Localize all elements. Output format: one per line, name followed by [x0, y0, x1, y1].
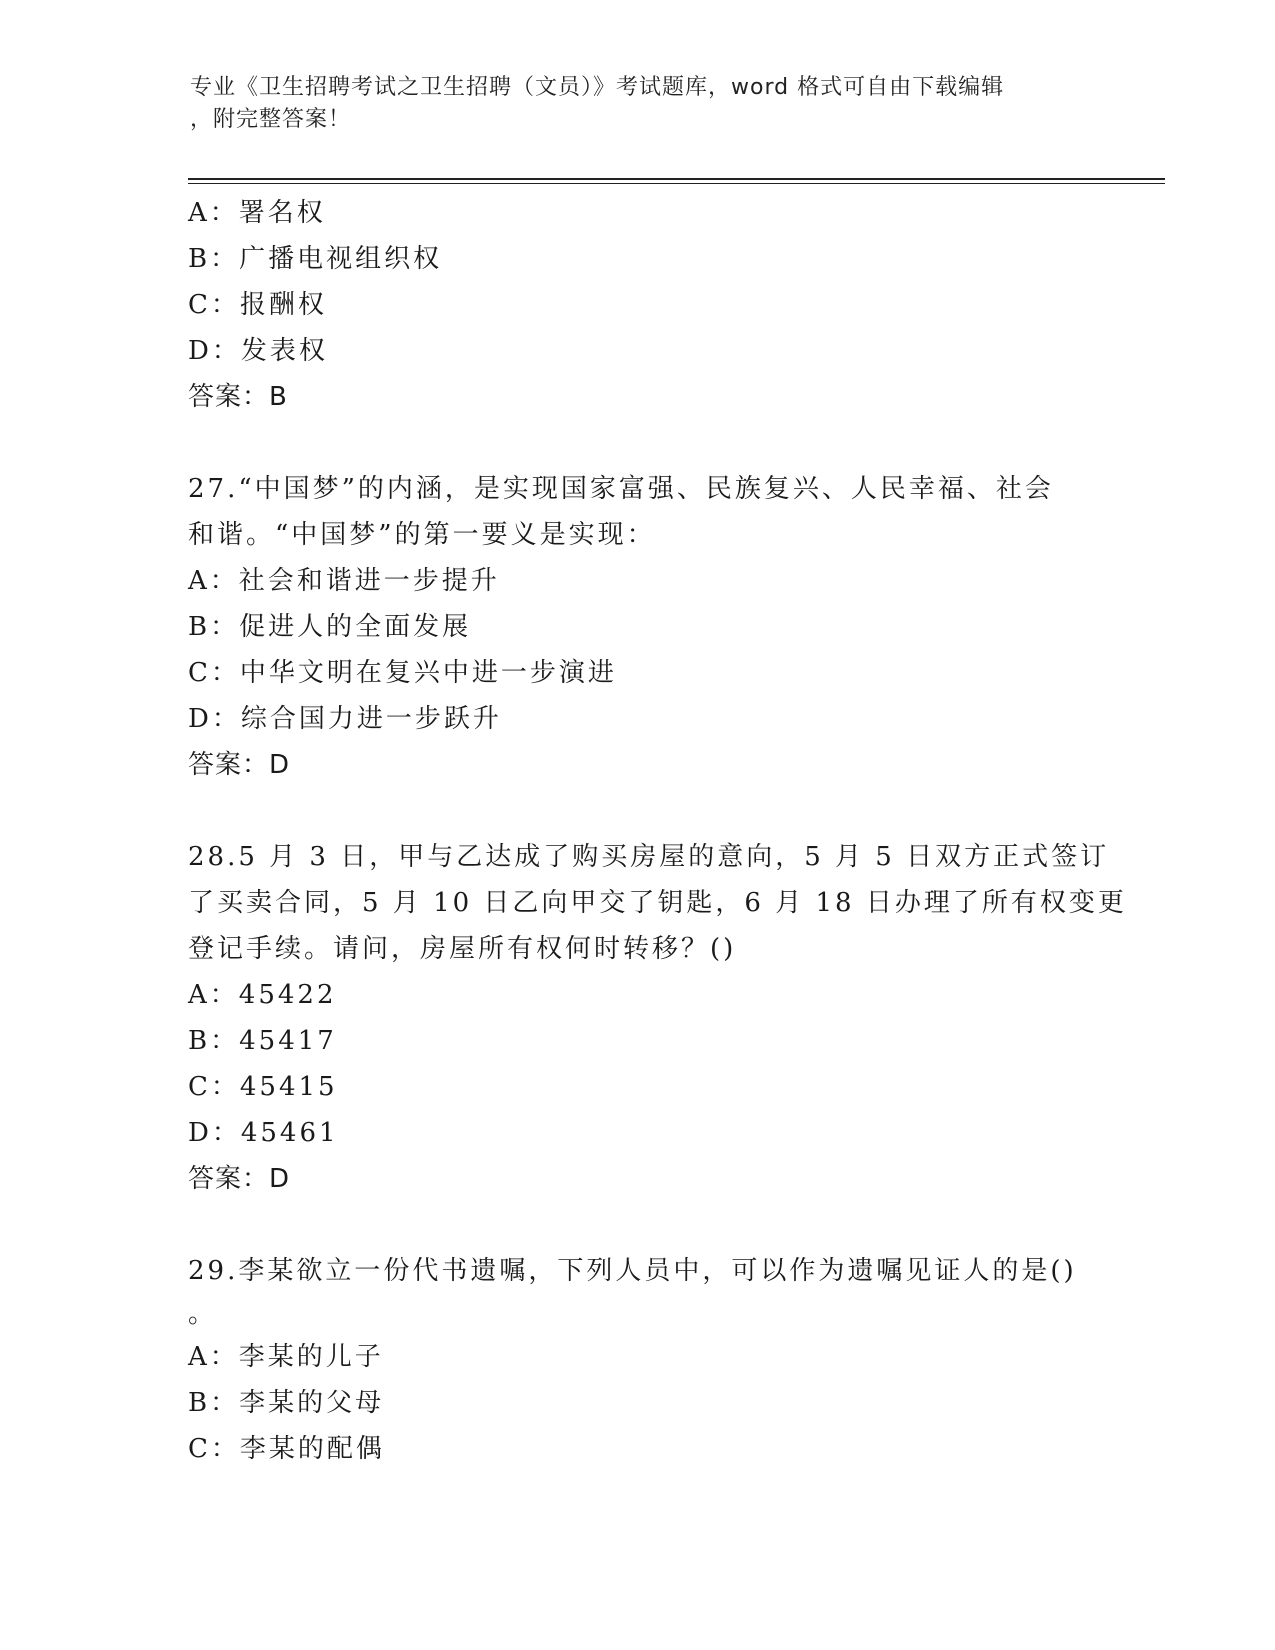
option-b: B：45417 [188, 1026, 337, 1056]
header-line-2: ，附完整答案！ [190, 107, 352, 132]
option-c: C：报酬权 [188, 290, 327, 320]
option-a: A：社会和谐进一步提升 [188, 566, 500, 596]
header-rule-thin [188, 183, 1165, 184]
option-a: A：李某的儿子 [188, 1342, 384, 1372]
question-text-line: 27.“中国梦”的内涵，是实现国家富强、民族复兴、人民幸福、社会 [188, 474, 1054, 504]
option-c: C：45415 [188, 1072, 338, 1102]
option-b: B：促进人的全面发展 [188, 612, 472, 642]
answer-line: 答案：D [188, 1164, 291, 1194]
option-b: B：广播电视组织权 [188, 244, 443, 274]
answer-line: 答案：D [188, 750, 291, 780]
question-text-line: 登记手续。请问，房屋所有权何时转移？() [188, 934, 737, 964]
option-d: D：综合国力进一步跃升 [188, 704, 502, 734]
header-rule-thick [188, 178, 1165, 180]
option-a: A：45422 [188, 980, 337, 1010]
option-c: C：李某的配偶 [188, 1434, 385, 1464]
question-text-line: 29.李某欲立一份代书遗嘱，下列人员中，可以作为遗嘱见证人的是() [188, 1256, 1077, 1286]
question-text-line: 了买卖合同，5 月 10 日乙向甲交了钥匙，6 月 18 日办理了所有权变更 [188, 888, 1127, 918]
answer-line: 答案：B [188, 382, 288, 412]
question-list [188, 190, 1127, 1472]
question-text-line: 28.5 月 3 日，甲与乙达成了购买房屋的意向，5 月 5 日双方正式签订 [188, 842, 1110, 872]
option-a: A：署名权 [188, 198, 326, 228]
question-26 [188, 190, 1088, 420]
question-27 [188, 466, 1088, 788]
question-28 [188, 834, 1127, 1202]
option-b: B：李某的父母 [188, 1388, 385, 1418]
option-c: C：中华文明在复兴中进一步演进 [188, 658, 617, 688]
option-d: D：45461 [188, 1118, 339, 1148]
question-text-line: 和谐。“中国梦”的第一要义是实现： [188, 520, 656, 550]
document-header [190, 72, 1090, 136]
question-text-line: 。 [188, 1299, 218, 1329]
header-line-1: 专业《卫生招聘考试之卫生招聘（文员）》考试题库，word 格式可自由下载编辑 [190, 75, 1005, 100]
option-d: D：发表权 [188, 336, 328, 366]
question-29 [188, 1248, 1088, 1472]
